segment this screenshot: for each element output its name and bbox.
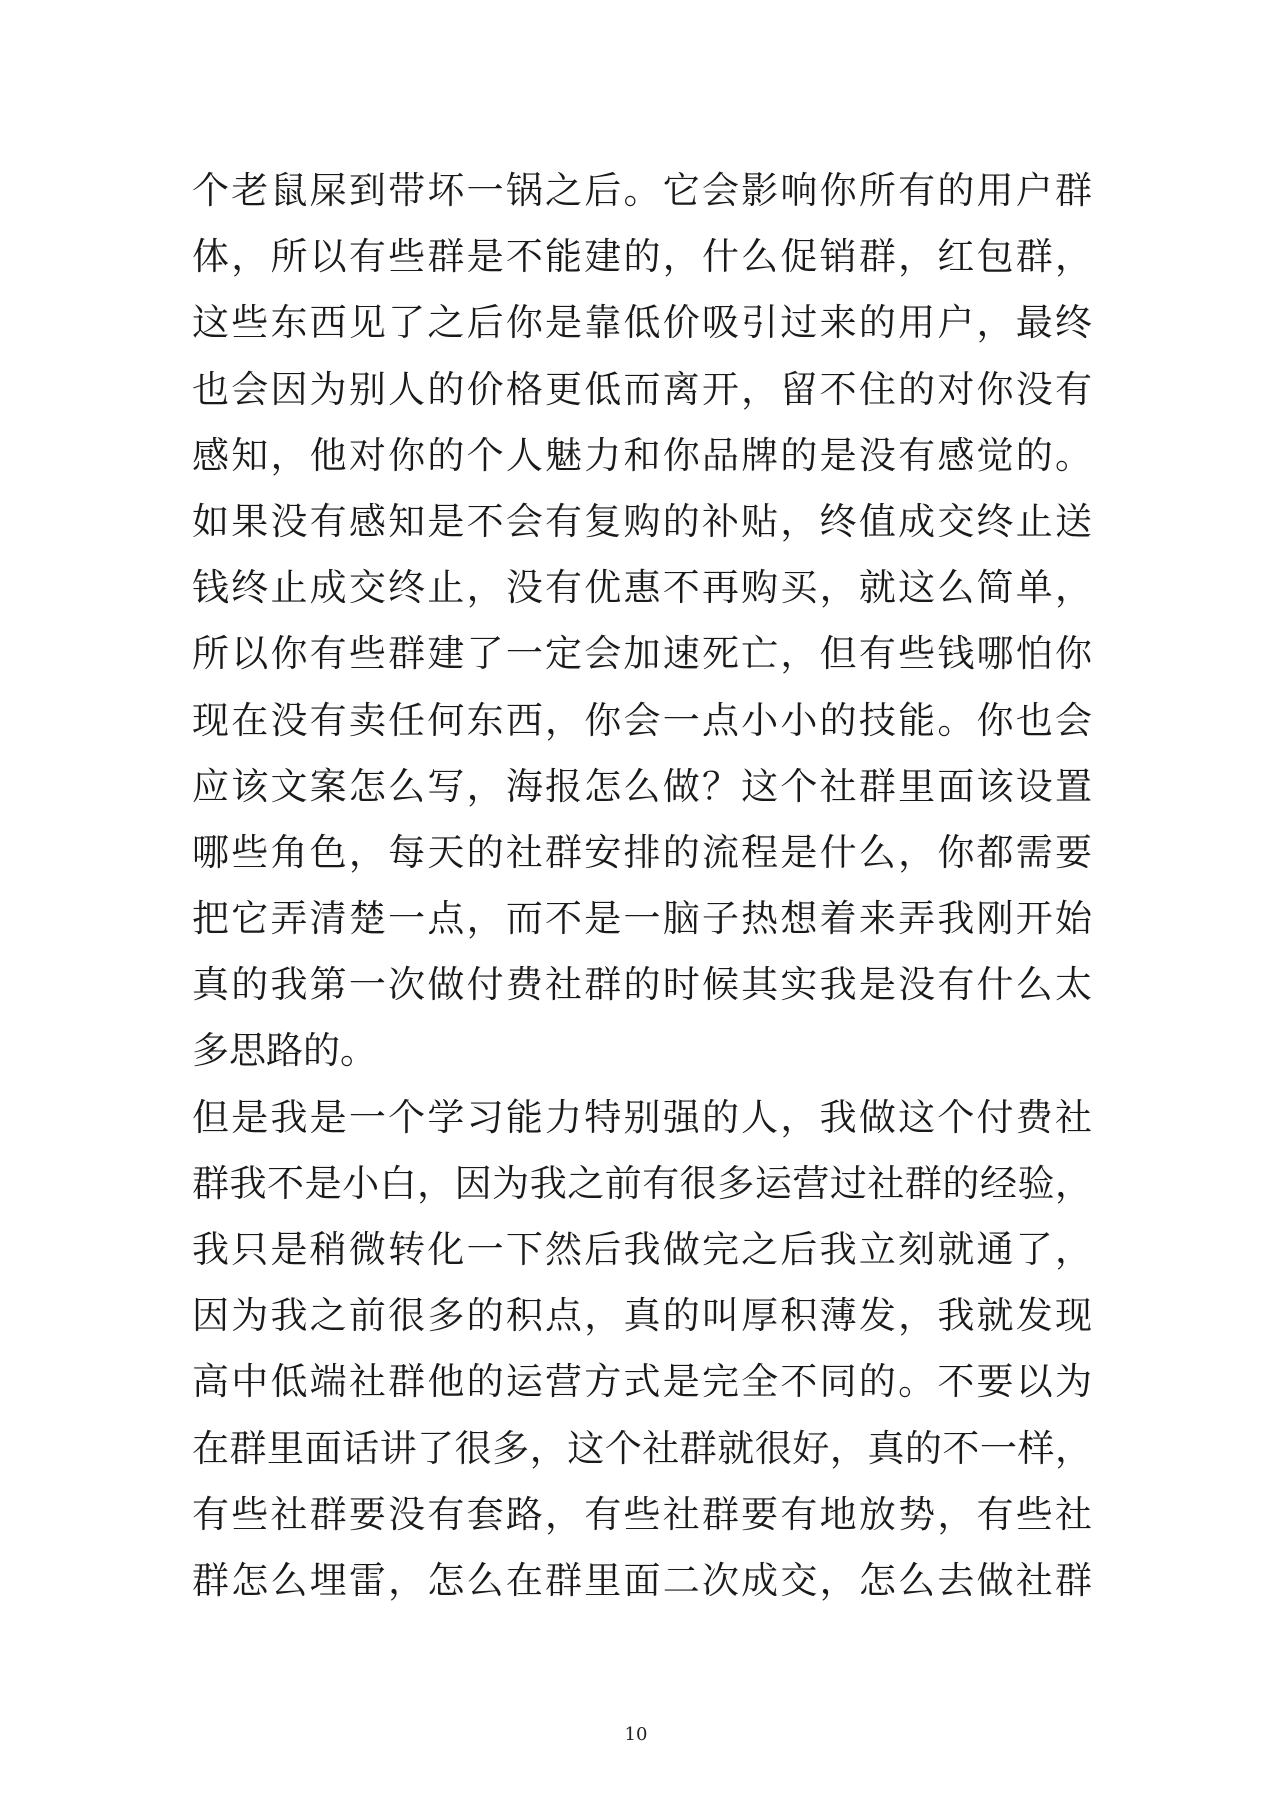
text-line: 感知，他对你的个人魅力和你品牌的是没有感觉的。 (192, 433, 1092, 477)
body-text (192, 158, 1092, 1614)
text-line: 钱终止成交终止，没有优惠不再购买，就这么简单， (192, 566, 1092, 610)
text-line: 在群里面话讲了很多，这个社群就很好，真的不一样， (192, 1426, 1092, 1470)
text-line: 我只是稍微转化一下然后我做完之后我立刻就通了， (192, 1228, 1092, 1271)
text-line: 把它弄清楚一点，而不是一脑子热想着来弄我刚开始 (192, 897, 1092, 941)
text-line: 这些东西见了之后你是靠低价吸引过来的用户，最终 (192, 301, 1092, 345)
text-line: 因为我之前很多的积点，真的叫厚积薄发，我就发现 (192, 1294, 1092, 1338)
text-line: 群怎么埋雷，怎么在群里面二次成交，怎么去做社群 (192, 1558, 1092, 1602)
text-line: 体，所以有些群是不能建的，什么促销群，红包群， (192, 235, 1092, 279)
text-line: 有些社群要没有套路，有些社群要有地放势，有些社 (192, 1492, 1092, 1536)
text-line: 应该文案怎么写，海报怎么做？这个社群里面该设置 (192, 764, 1092, 808)
text-line: 个老鼠屎到带坏一锅之后。它会影响你所有的用户群 (192, 169, 1092, 212)
text-line: 真的我第一次做付费社群的时候其实我是没有什么太 (192, 963, 1092, 1007)
page-number: 10 (624, 1724, 648, 1745)
text-line: 群我不是小白，因为我之前有很多运营过社群的经验， (192, 1161, 1092, 1205)
text-line: 如果没有感知是不会有复购的补贴，终值成交终止送 (192, 499, 1092, 543)
text-line: 多思路的。 (192, 1029, 377, 1073)
text-line: 哪些角色，每天的社群安排的流程是什么，你都需要 (192, 830, 1092, 874)
text-line: 也会因为别人的价格更低而离开，留不住的对你没有 (192, 367, 1092, 411)
text-line: 但是我是一个学习能力特别强的人，我做这个付费社 (192, 1095, 1092, 1139)
text-line: 高中低端社群他的运营方式是完全不同的。不要以为 (192, 1360, 1092, 1404)
text-line: 现在没有卖任何东西，你会一点小小的技能。你也会 (192, 698, 1092, 742)
text-line: 所以你有些群建了一定会加速死亡，但有些钱哪怕你 (192, 632, 1092, 676)
